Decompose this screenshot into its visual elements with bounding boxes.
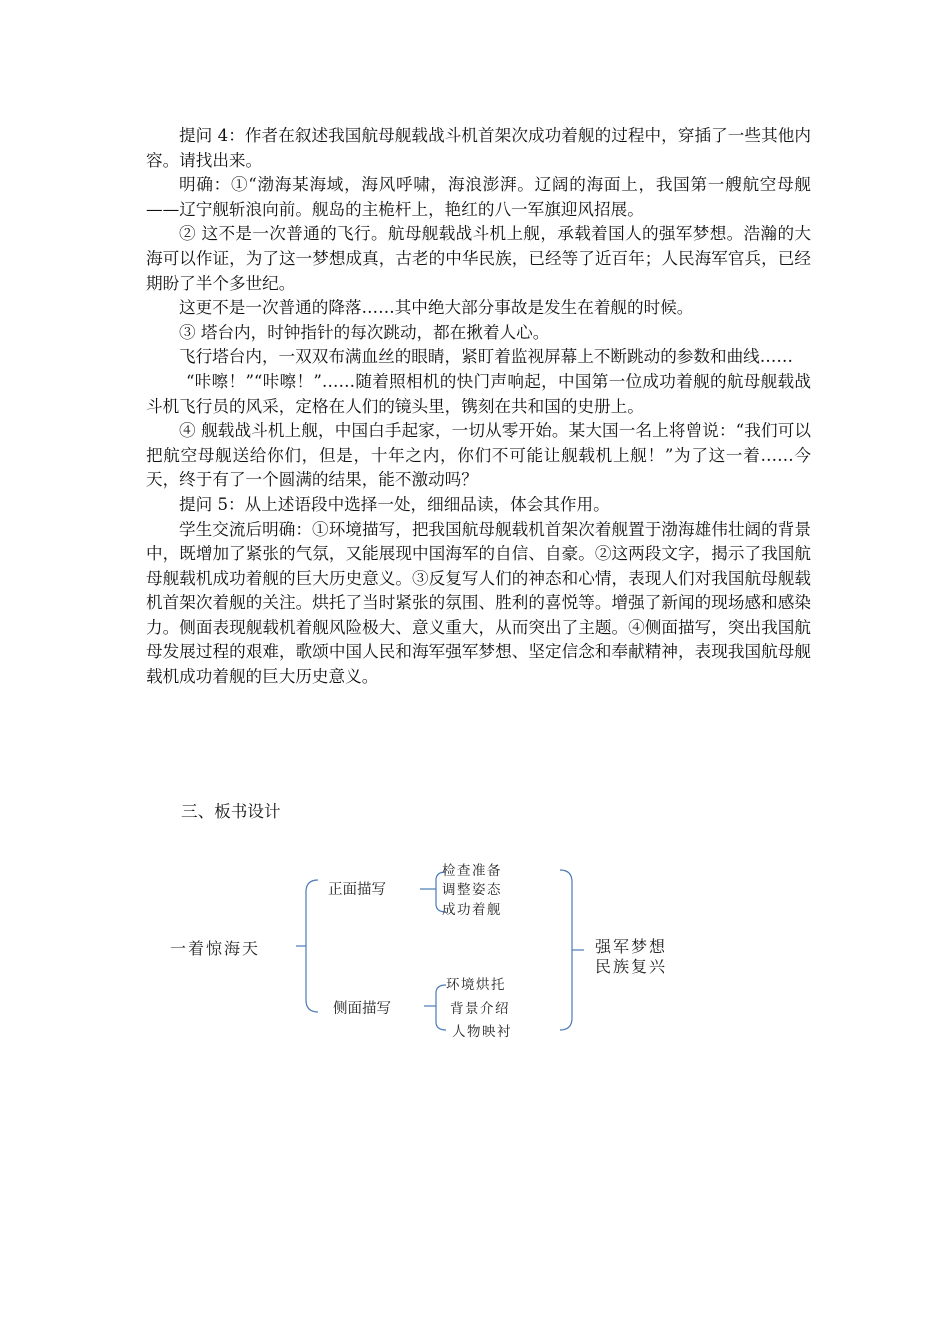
front-item: 成功着舰 <box>442 902 502 918</box>
side-bracket <box>436 985 446 1030</box>
side-label: 侧面描写 <box>333 1001 391 1017</box>
conclusion-item: 民族复兴 <box>595 957 668 976</box>
root-bracket <box>306 880 318 1012</box>
paragraph-question-4: 提问 4：作者在叙述我国航母舰载战斗机首架次成功着舰的过程中，穿插了一些其他内容。请找出来。 <box>146 126 811 170</box>
side-item: 人物映衬 <box>452 1024 512 1040</box>
paragraph-answer-5: 学生交流后明确：①环境描写，把我国航母舰载机首架次着舰置于渤海雄伟壮阔的背景中，既增加了紧张的气氛，又能展现中国海军的自信、自豪。②这两段文字，揭示了我国航母舰载机成功着舰的巨大历史意义。③反复写人们的神态和心情，表现人们对我国航母舰载机首架次着舰的关注。烘托了当时紧张的氛围、胜利的喜悦等。增强了新闻的现场感和感染力。侧面表现舰载机着舰风险极大、意义重大，从而突出了主题。④侧面描写，突出我国航母发展过程的艰难，歌颂中国人民和海军强军梦想、坚定信念和奉献精神，表现我国航母舰载机成功着舰的巨大历史意义。 <box>146 519 811 687</box>
front-item: 调整姿态 <box>442 882 502 898</box>
paragraph-answer-2b: 这更不是一次普通的降落……其中绝大部分事故是发生在着舰的时候。 <box>179 298 694 318</box>
paragraph-answer-1: 明确：①“渤海某海域，海风呼啸，海浪澎湃。辽阔的海面上，我国第一艘航空母舰——辽宁舰斩浪向前。舰岛的主桅杆上，艳红的八一军旗迎风招展。 <box>146 175 811 219</box>
conclusion-bracket <box>560 870 572 1030</box>
board-root: 一着惊海天 <box>170 939 261 958</box>
paragraph-answer-4: ④ 舰载战斗机上舰，中国白手起家，一切从零开始。某大国一名上将曾说：“我们可以把航空母舰送给你们，但是，十年之内，你们不可能让舰载机上舰！”为了这一着……今天，终于有了一个圆满的结果，能不激动吗？ <box>146 421 811 490</box>
section-title: 三、板书设计 <box>181 802 281 821</box>
side-item: 背景介绍 <box>450 1001 510 1017</box>
paragraph-answer-3c: “咔嚓！”“咔嚓！”……随着照相机的快门声响起，中国第一位成功着舰的航母舰载战斗机飞行员的风采，定格在人们的镜头里，镌刻在共和国的史册上。 <box>146 371 811 416</box>
front-item: 检查准备 <box>442 863 502 879</box>
paragraph-answer-3: ③ 塔台内，时钟指针的每次跳动，都在揪着人心。 <box>179 322 550 342</box>
conclusion-item: 强军梦想 <box>595 937 668 956</box>
side-item: 环境烘托 <box>446 977 506 993</box>
paragraph-answer-3b: 飞行塔台内，一双双布满血丝的眼睛，紧盯着监视屏幕上不断跳动的参数和曲线…… <box>179 347 793 367</box>
paragraph-answer-2: ② 这不是一次普通的飞行。航母舰载战斗机上舰，承载着国人的强军梦想。浩瀚的大海可以作证，为了这一梦想成真，古老的中华民族，已经等了近百年；人民海军官兵，已经期盼了半个多世纪。 <box>146 224 811 293</box>
paragraph-question-5: 提问 5：从上述语段中选择一处，细细品读，体会其作用。 <box>179 494 610 514</box>
front-label: 正面描写 <box>328 882 386 898</box>
